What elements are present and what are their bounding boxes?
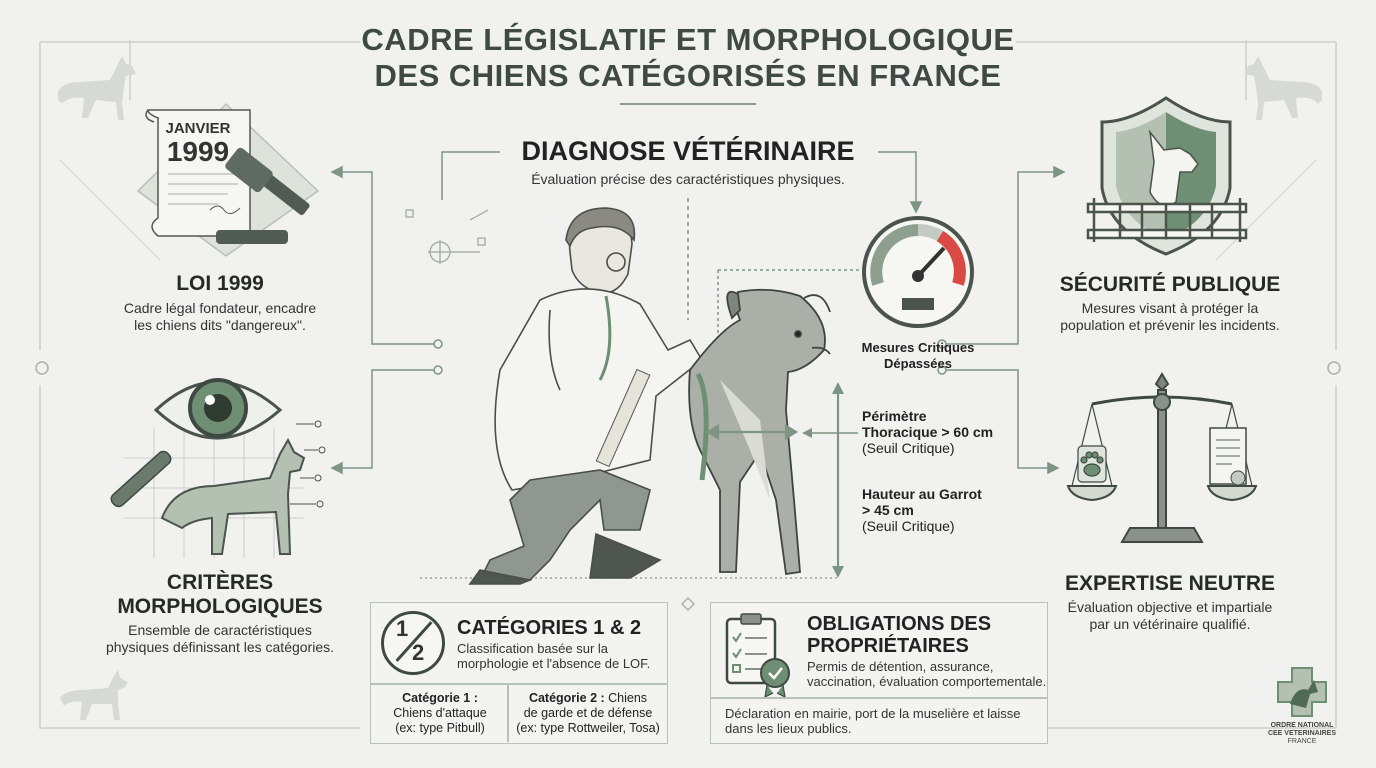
cross-logo-icon	[1274, 664, 1330, 720]
loi-doc-year: 1999	[166, 136, 230, 167]
page-title: CADRE LÉGISLATIF ET MORPHOLOGIQUE DES CHIENS CATÉGORISÉS EN FRANCE	[361, 22, 1015, 93]
loi-description: Cadre légal fondateur, encadre les chiens dits "dangereux".	[123, 300, 317, 333]
categories-panel	[370, 602, 668, 744]
chest-pointer-arrow	[800, 426, 860, 440]
diagnose-subtitle: Évaluation précise des caractéristiques physiques.	[531, 171, 845, 187]
eye-magnifier-icon	[104, 368, 334, 563]
categories-heading: CATÉGORIES 1 & 2	[457, 617, 642, 639]
height-arrow	[826, 380, 850, 580]
expertise-heading: EXPERTISE NEUTRE	[1064, 572, 1276, 595]
expertise-description: Évaluation objective et impartiale par un vétérinaire qualifié.	[1067, 599, 1273, 632]
title-divider	[620, 103, 756, 105]
mesures-label: Mesures Critiques Dépassées	[861, 340, 975, 371]
criteres-description: Ensemble de caractéristiques physiques définissant les catégories.	[105, 622, 335, 655]
gauge-icon	[860, 214, 976, 330]
obligations-note: Déclaration en mairie, port de la muselière et laisse dans les lieux publics.	[725, 706, 1021, 736]
shield-dog-icon	[1080, 92, 1254, 260]
diagnose-heading: DIAGNOSE VÉTÉRINAIRE	[521, 136, 855, 166]
loi-heading: LOI 1999	[176, 272, 264, 295]
categories-description: Classification basée sur la morphologie et l'absence de LOF.	[457, 641, 651, 671]
half-badge-icon: 1 2	[381, 611, 445, 675]
obligations-panel	[710, 602, 1048, 744]
category-1-cell: Catégorie 1 : Chiens d'attaque (ex: type Pitbull)	[393, 691, 487, 735]
obligations-heading: OBLIGATIONS DES PROPRIÉTAIRES	[807, 613, 992, 657]
logo-text: ORDRE NATIONAL CEE VETERINAIRES FRANCE	[1267, 722, 1337, 745]
perimetre-measure: Périmètre Thoracique > 60 cm (Seuil Critique)	[862, 408, 994, 456]
obligations-description: Permis de détention, assurance, vaccination, évaluation comportementale.	[807, 659, 1047, 689]
loi-doc-month: JANVIER	[165, 120, 231, 137]
dog-silhouette-icon	[56, 668, 136, 724]
dog-grid-icon	[162, 440, 304, 554]
clipboard-icon	[721, 611, 793, 697]
veterinarian-illustration	[420, 200, 840, 586]
paw-icon	[1078, 446, 1106, 482]
scales-icon	[1062, 368, 1262, 558]
category-2-cell: Catégorie 2 : Chiens de garde et de défense (ex: type Rottweiler, Tosa)	[516, 691, 660, 735]
criteres-heading: CRITÈRES MORPHOLOGIQUES	[117, 571, 323, 618]
securite-description: Mesures visant à protéger la population et prévenir les incidents.	[1060, 300, 1280, 333]
hauteur-measure: Hauteur au Garrot > 45 cm (Seuil Critique)	[862, 486, 982, 534]
securite-heading: SÉCURITÉ PUBLIQUE	[1059, 273, 1281, 296]
